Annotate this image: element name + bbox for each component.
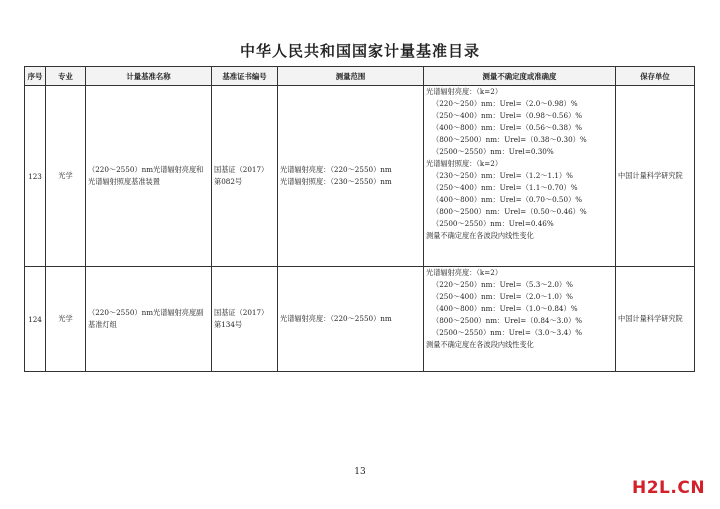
table-header-row xyxy=(25,67,695,86)
header-major: 专业 xyxy=(46,67,86,86)
uncertainty-line: （250～400）nm：Urel=（0.98～0.56）% xyxy=(432,111,583,120)
row-no: 124 xyxy=(25,267,46,372)
uncertainty-line: （2500～2550）nm：Urel=0.30% xyxy=(432,147,554,156)
uncertainty-line: （400～800）nm：Urel=（1.0～0.84）% xyxy=(432,304,578,313)
range-line: 光谱辐射亮度：（220～2550）nm xyxy=(280,165,392,174)
uncertainty-line: （400～800）nm：Urel=（0.70～0.50）% xyxy=(432,195,583,204)
header-range: 测量范围 xyxy=(278,67,424,86)
row-cert: 国基证（2017）第082号 xyxy=(212,86,278,267)
uncertainty-line: 光谱辐射亮度：（k=2） xyxy=(426,87,503,96)
uncertainty-line: （800～2500）nm：Urel=（0.84～3.0）% xyxy=(432,316,583,325)
row-no: 123 xyxy=(25,86,46,267)
row-unit: 中国计量科学研究院 xyxy=(616,86,695,267)
row-name: （220～2550）nm光谱辐射亮度副基准灯组 xyxy=(86,267,212,372)
uncertainty-line: （800～2500）nm：Urel=（0.50～0.46）% xyxy=(432,207,587,216)
uncertainty-line: 测量不确定度在各波段内线性变化 xyxy=(426,340,534,349)
uncertainty-line: （800～2500）nm：Urel=（0.38～0.30）% xyxy=(432,135,587,144)
row-unit: 中国计量科学研究院 xyxy=(616,267,695,372)
standards-table xyxy=(24,66,695,372)
uncertainty-line: （250～400）nm：Urel=（2.0～1.0）% xyxy=(432,292,573,301)
uncertainty-line: （220～250）nm：Urel=（2.0～0.98）% xyxy=(432,99,578,108)
uncertainty-line: 光谱辐射照度：（k=2） xyxy=(426,159,503,168)
range-line: 光谱辐射亮度：（220～2550）nm xyxy=(280,314,392,323)
page-title: 中华人民共和国国家计量基准目录 xyxy=(239,42,480,60)
row-major: 光学 xyxy=(46,267,86,372)
header-uncertainty: 测量不确定度或准确度 xyxy=(424,67,616,86)
header-name: 计量基准名称 xyxy=(86,67,212,86)
uncertainty-line: （2500～2550）nm：Urel=（3.0～3.4）% xyxy=(432,328,583,337)
row-uncertainty xyxy=(424,86,616,267)
uncertainty-line: （400～800）nm：Urel=（0.56～0.38）% xyxy=(432,123,583,132)
header-cert: 基准证书编号 xyxy=(212,67,278,86)
page-number: 13 xyxy=(354,467,366,477)
row-range xyxy=(278,267,424,372)
row-cert: 国基证（2017）第134号 xyxy=(212,267,278,372)
table-row xyxy=(25,267,695,372)
watermark-logo: H2L.CN xyxy=(632,478,706,498)
row-major: 光学 xyxy=(46,86,86,267)
range-line: 光谱辐射照度：（230～2550）nm xyxy=(280,177,392,186)
header-unit: 保存单位 xyxy=(616,67,695,86)
uncertainty-line: （2500～2550）nm：Urel=0.46% xyxy=(432,219,554,228)
uncertainty-line: （220～250）nm：Urel=（5.3～2.0）% xyxy=(432,280,573,289)
row-uncertainty xyxy=(424,267,616,372)
header-no: 序号 xyxy=(25,67,46,86)
uncertainty-line: （230～250）nm：Urel=（1.2～1.1）% xyxy=(432,171,573,180)
uncertainty-line: （250～400）nm：Urel=（1.1～0.70）% xyxy=(432,183,578,192)
uncertainty-line: 光谱辐射亮度：（k=2） xyxy=(426,268,503,277)
uncertainty-line: 测量不确定度在各波段内线性变化 xyxy=(426,231,534,240)
row-name: （220～2550）nm光谱辐射亮度和光谱辐射照度基准装置 xyxy=(86,86,212,267)
row-range xyxy=(278,86,424,267)
table-row xyxy=(25,86,695,267)
